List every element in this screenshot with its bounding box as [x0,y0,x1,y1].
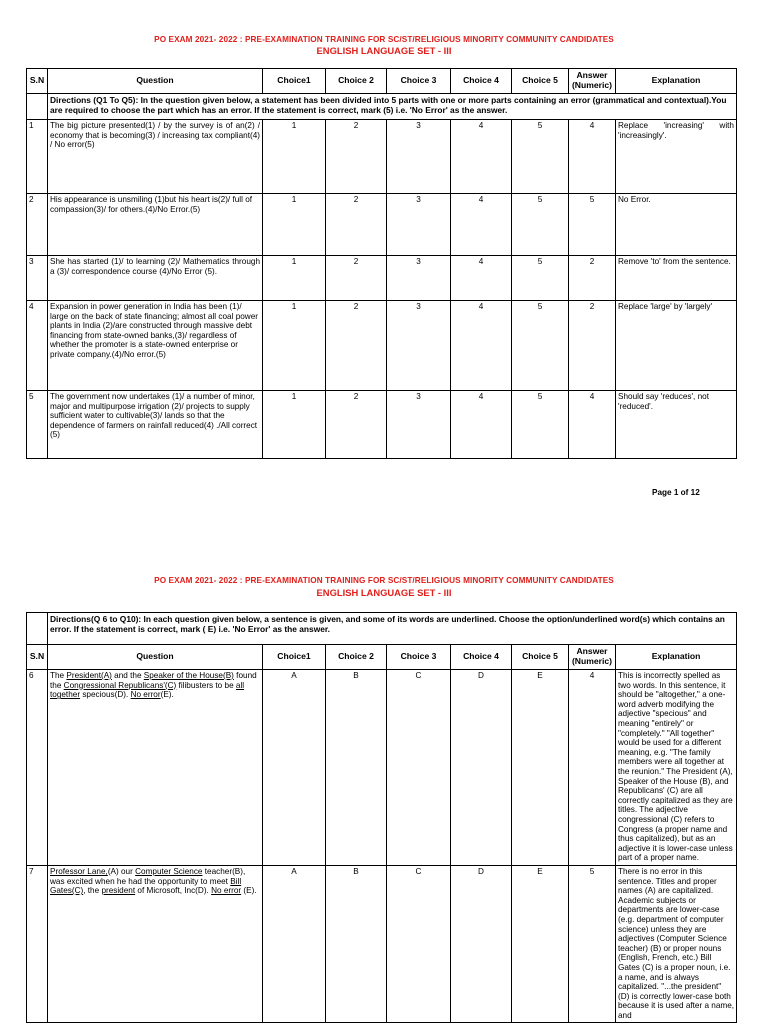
row-choice1: 1 [263,301,326,391]
underlined-part-d: all together [50,680,245,700]
row-explanation: Remove 'to' from the sentence. [616,256,737,301]
table-row [27,391,737,459]
page-header-line2: ENGLISH LANGUAGE SET - III [316,587,452,598]
row-choice1: A [263,866,326,1023]
row-choice1: 1 [263,256,326,301]
row-choice3: 3 [387,301,451,391]
page-2 [0,512,768,1024]
row-answer: 4 [569,120,616,194]
underlined-part-d: president [101,886,136,896]
row-answer: 2 [569,256,616,301]
row-question: The government now undertakes (1)/ a number of minor, major and multipurpose irrigation (2)/ projects to supply sufficient water to cultivable(3)/ lands so that the dependence of farmers on rainfall reduced(4) ./All correct (5) [48,391,263,459]
col-header-choice1: Choice1 [263,645,326,670]
underlined-part-c: Congressional Republicans'(C) [63,680,177,690]
row-question: Professor Lane,(A) our Computer Science teacher(B), was excited when he had the opportunity to meet Bill Gates(C), the president of Microsoft, Inc(D). No error (E). [48,866,263,1023]
row-choice4: 4 [451,301,512,391]
underlined-part-b: Computer Science [135,867,203,876]
row-choice1: 1 [263,120,326,194]
table-header-row [27,69,737,94]
col-header-sn: S.N [27,69,48,94]
table-header-row [27,645,737,670]
row-explanation: Replace 'increasing' with 'increasingly'. [616,120,737,194]
col-header-explanation: Explanation [616,645,737,670]
row-choice3: 3 [387,256,451,301]
page-footer: Page 1 of 12 [652,488,700,497]
row-explanation: This is incorrectly spelled as two words. In this sentence, it should be "altogether," a one-word adverb modifying the adjective "specious" and meaning "entirely" or "completely." "All together" would be used for a different meaning, e.g. "The family members were all together at the reunion." The President (A), Speaker of the House (B), and Republicans' (C) are all correctly capitalized as they are titles. The adjective congressional (C) refers to Congress (a proper name and thus capitalized), but as an adjective it is lower-case unless part of a proper name. [616,670,737,866]
col-header-choice5: Choice 5 [512,69,569,94]
row-answer: 4 [569,391,616,459]
row-choice5: 5 [512,391,569,459]
row-answer: 2 [569,301,616,391]
row-explanation: No Error. [616,194,737,256]
row-explanation: Replace 'large' by 'largely' [616,301,737,391]
row-sn: 1 [27,120,48,194]
col-header-choice4: Choice 4 [451,69,512,94]
row-question: His appearance is unsmiling (1)but his heart is(2)/ full of compassion(3)/ for others.(4)/No Error.(5) [48,194,263,256]
row-choice3: 3 [387,391,451,459]
table-row [27,670,737,866]
row-choice4: 4 [451,256,512,301]
col-header-choice1: Choice1 [263,69,326,94]
row-sn: 5 [27,391,48,459]
underlined-part-b: Speaker of the House(B) [143,671,234,680]
directions-text: Directions(Q 6 to Q10): In each question given below, a sentence is given, and some of its words are underlined. Choose the option/underlined word(s) which contains an error. If the statement is correct, mark ( E) i.e. 'No Error' as the answer. [48,613,737,645]
row-answer: 4 [569,670,616,866]
table-row [27,256,737,301]
col-header-choice2: Choice 2 [326,645,387,670]
col-header-answer: Answer (Numeric) [569,69,616,94]
col-header-choice4: Choice 4 [451,645,512,670]
table-row [27,866,737,1023]
row-answer: 5 [569,194,616,256]
row-question: Expansion in power generation in India has been (1)/ large on the back of state financing; almost all coal power plants in India (2)/are constructed through massive debt financing from state-owned banks,(3)/ regardless of whether the promoter is a state-owned enterprise or private company.(4)/No error.(5) [48,301,263,391]
col-header-question: Question [48,645,263,670]
col-header-choice5: Choice 5 [512,645,569,670]
table-row [27,194,737,256]
row-choice2: 2 [326,194,387,256]
table-row [27,301,737,391]
underlined-part-e: No error [211,886,242,896]
row-choice3: 3 [387,120,451,194]
row-explanation: Should say 'reduces', not 'reduced'. [616,391,737,459]
row-choice4: D [451,670,512,866]
row-choice2: 2 [326,391,387,459]
row-choice2: B [326,866,387,1023]
row-choice5: 5 [512,194,569,256]
row-choice3: C [387,670,451,866]
col-header-choice2: Choice 2 [326,69,387,94]
row-choice5: 5 [512,120,569,194]
col-header-question: Question [48,69,263,94]
col-header-choice3: Choice 3 [387,69,451,94]
directions-row [27,94,737,120]
row-question: The big picture presented(1) / by the survey is of an(2) / economy that is becoming(3) / increasing tax compliant(4) / No error(5) [48,120,263,194]
directions-text: Directions (Q1 To Q5): In the question given below, a statement has been divided into 5 parts with one or more parts containing an error (grammatical and contextual).You are required to choose the part which has an error. If the statement is correct, mark (5) i.e. 'No Error' as the answer. [48,94,737,120]
row-sn: 3 [27,256,48,301]
col-header-answer: Answer (Numeric) [569,645,616,670]
underlined-part-a: President(A) [66,671,112,680]
row-choice3: C [387,866,451,1023]
directions-row [27,613,737,645]
row-choice1: 1 [263,194,326,256]
page-header-line1: PO EXAM 2021- 2022 : PRE-EXAMINATION TRAINING FOR SC/ST/RELIGIOUS MINORITY COMMUNITY CANDIDATES [154,35,614,44]
row-choice4: D [451,866,512,1023]
row-choice4: 4 [451,120,512,194]
underlined-part-e: No error [130,690,161,700]
row-choice1: 1 [263,391,326,459]
row-choice5: 5 [512,301,569,391]
row-sn: 2 [27,194,48,256]
row-sn: 6 [27,670,48,866]
table-row [27,120,737,194]
row-choice3: 3 [387,194,451,256]
col-header-sn: S.N [27,645,48,670]
row-choice2: 2 [326,301,387,391]
page-header-line1: PO EXAM 2021- 2022 : PRE-EXAMINATION TRAINING FOR SC/ST/RELIGIOUS MINORITY COMMUNITY CANDIDATES [154,576,614,585]
row-choice2: B [326,670,387,866]
row-choice1: A [263,670,326,866]
row-choice2: 2 [326,120,387,194]
row-answer: 5 [569,866,616,1023]
row-choice5: E [512,670,569,866]
row-choice4: 4 [451,194,512,256]
row-sn: 4 [27,301,48,391]
row-question: She has started (1)/ to learning (2)/ Mathematics through a (3)/ correspondence course (4)/No Error (5). [48,256,263,301]
row-choice5: E [512,866,569,1023]
questions-table-2 [26,612,737,1023]
col-header-choice3: Choice 3 [387,645,451,670]
underlined-part-a: Professor Lane, [50,867,108,876]
row-question: The President(A) and the Speaker of the House(B) found the Congressional Republicans'(C) filibusters to be all together specious(D). No error(E). [48,670,263,866]
questions-table-1 [26,68,737,459]
row-choice5: 5 [512,256,569,301]
underlined-part-c: Bill Gates(C) [50,876,242,896]
page-header-line2: ENGLISH LANGUAGE SET - III [316,45,452,56]
row-choice4: 4 [451,391,512,459]
row-choice2: 2 [326,256,387,301]
col-header-explanation: Explanation [616,69,737,94]
row-explanation: There is no error in this sentence. Titles and proper names (A) are capitalized. Academic subjects or departments are lower-case (e.g. department of computer science) unless they are adjectives (Computer Science teacher) (B) or proper nouns (English, French, etc.) Bill Gates (C) is a proper noun, i.e. a name, and is always capitalized. "...the president" (D) is correctly lower-case both because it is used after a name, and [616,866,737,1023]
row-sn: 7 [27,866,48,1023]
